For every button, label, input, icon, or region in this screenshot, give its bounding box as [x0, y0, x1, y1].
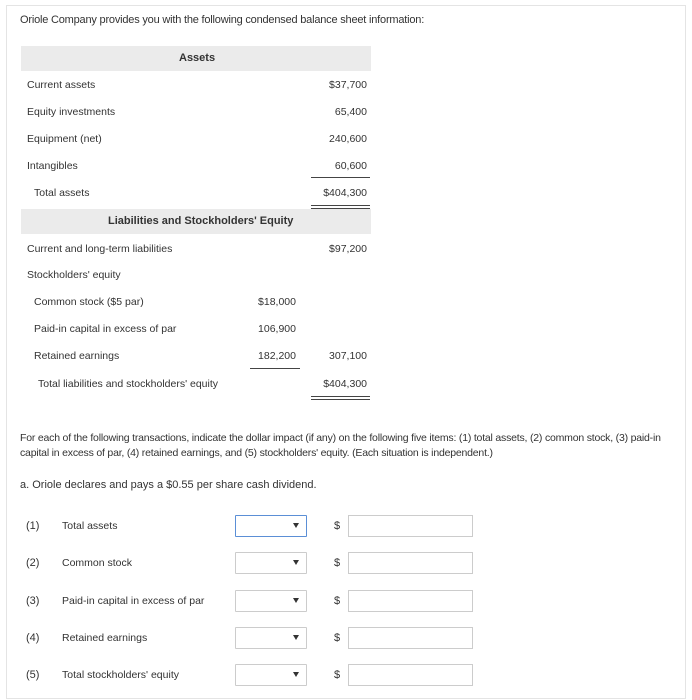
common-stock-label: Common stock ($5 par) [34, 296, 144, 308]
item-label-total-assets: Total assets [62, 520, 118, 532]
amount-input-total-assets[interactable] [348, 515, 473, 537]
dollar-sign-2: $ [334, 557, 341, 569]
stockholders-equity-total: 307,100 [329, 350, 367, 362]
se-subtotal-line [250, 368, 300, 369]
asset-label-current: Current assets [27, 79, 96, 91]
asset-label-equity-investments: Equity investments [27, 106, 116, 118]
total-liabilities-value: $404,300 [323, 378, 367, 390]
item-label-total-stockholders-equity: Total stockholders' equity [62, 669, 179, 681]
chevron-down-icon [293, 635, 299, 640]
chevron-down-icon [293, 560, 299, 565]
dollar-sign-4: $ [334, 632, 341, 644]
item-number-5: (5) [26, 669, 40, 681]
amount-input-common-stock[interactable] [348, 552, 473, 574]
item-label-common-stock: Common stock [62, 557, 133, 569]
instructions-text: For each of the following transactions, indicate the dollar impact (if any) on the following five items: (1) total assets, (2) common stock, (3) paid-in capital in excess of par, (4) retained earnings, and (5) stockholders' equity. (Each situation is independent.) [20, 432, 661, 459]
effect-select-total-stockholders-equity[interactable] [235, 664, 307, 686]
item-number-4: (4) [26, 632, 40, 644]
effect-select-total-assets[interactable] [235, 515, 307, 537]
effect-select-common-stock[interactable] [235, 552, 307, 574]
dollar-sign-1: $ [334, 520, 341, 532]
total-liabilities-double-line [311, 396, 370, 400]
asset-value-equity-investments: 65,400 [334, 106, 367, 118]
liabilities-label: Current and long-term liabilities [27, 243, 173, 255]
total-assets-label: Total assets [34, 187, 90, 199]
item-label-retained-earnings: Retained earnings [62, 632, 148, 644]
amount-input-total-stockholders-equity[interactable] [348, 664, 473, 686]
liabilities-header-band [21, 209, 371, 234]
asset-subtotal-line [311, 177, 370, 178]
effect-select-retained-earnings[interactable] [235, 627, 307, 649]
total-liabilities-label: Total liabilities and stockholders' equity [38, 378, 219, 390]
common-stock-value: $18,000 [258, 296, 296, 308]
liabilities-header: Liabilities and Stockholders' Equity [108, 215, 294, 227]
assets-header-band [21, 46, 371, 71]
asset-value-current: $37,700 [329, 79, 367, 91]
question-a: a. Oriole declares and pays a $0.55 per share cash dividend. [20, 479, 317, 491]
total-assets-value: $404,300 [323, 187, 367, 199]
retained-earnings-value: 182,200 [258, 350, 296, 362]
dollar-sign-3: $ [334, 595, 341, 607]
amount-input-retained-earnings[interactable] [348, 627, 473, 649]
chevron-down-icon [293, 672, 299, 677]
retained-earnings-label: Retained earnings [34, 350, 120, 362]
intro-text: Oriole Company provides you with the following condensed balance sheet information: [20, 14, 425, 26]
asset-value-equipment: 240,600 [329, 133, 367, 145]
stockholders-equity-label: Stockholders' equity [27, 269, 121, 281]
asset-value-intangibles: 60,600 [334, 160, 367, 172]
chevron-down-icon [293, 598, 299, 603]
item-number-2: (2) [26, 557, 40, 569]
asset-label-equipment: Equipment (net) [27, 133, 102, 145]
item-number-1: (1) [26, 520, 40, 532]
effect-select-paid-in-capital[interactable] [235, 590, 307, 612]
liabilities-value: $97,200 [329, 243, 367, 255]
amount-input-paid-in-capital[interactable] [348, 590, 473, 612]
chevron-down-icon [293, 523, 299, 528]
assets-header: Assets [179, 52, 216, 64]
item-number-3: (3) [26, 595, 40, 607]
item-label-paid-in-capital: Paid-in capital in excess of par [62, 595, 205, 607]
paid-in-capital-value: 106,900 [258, 323, 296, 335]
dollar-sign-5: $ [334, 669, 341, 681]
asset-label-intangibles: Intangibles [27, 160, 78, 172]
paid-in-capital-label: Paid-in capital in excess of par [34, 323, 177, 335]
